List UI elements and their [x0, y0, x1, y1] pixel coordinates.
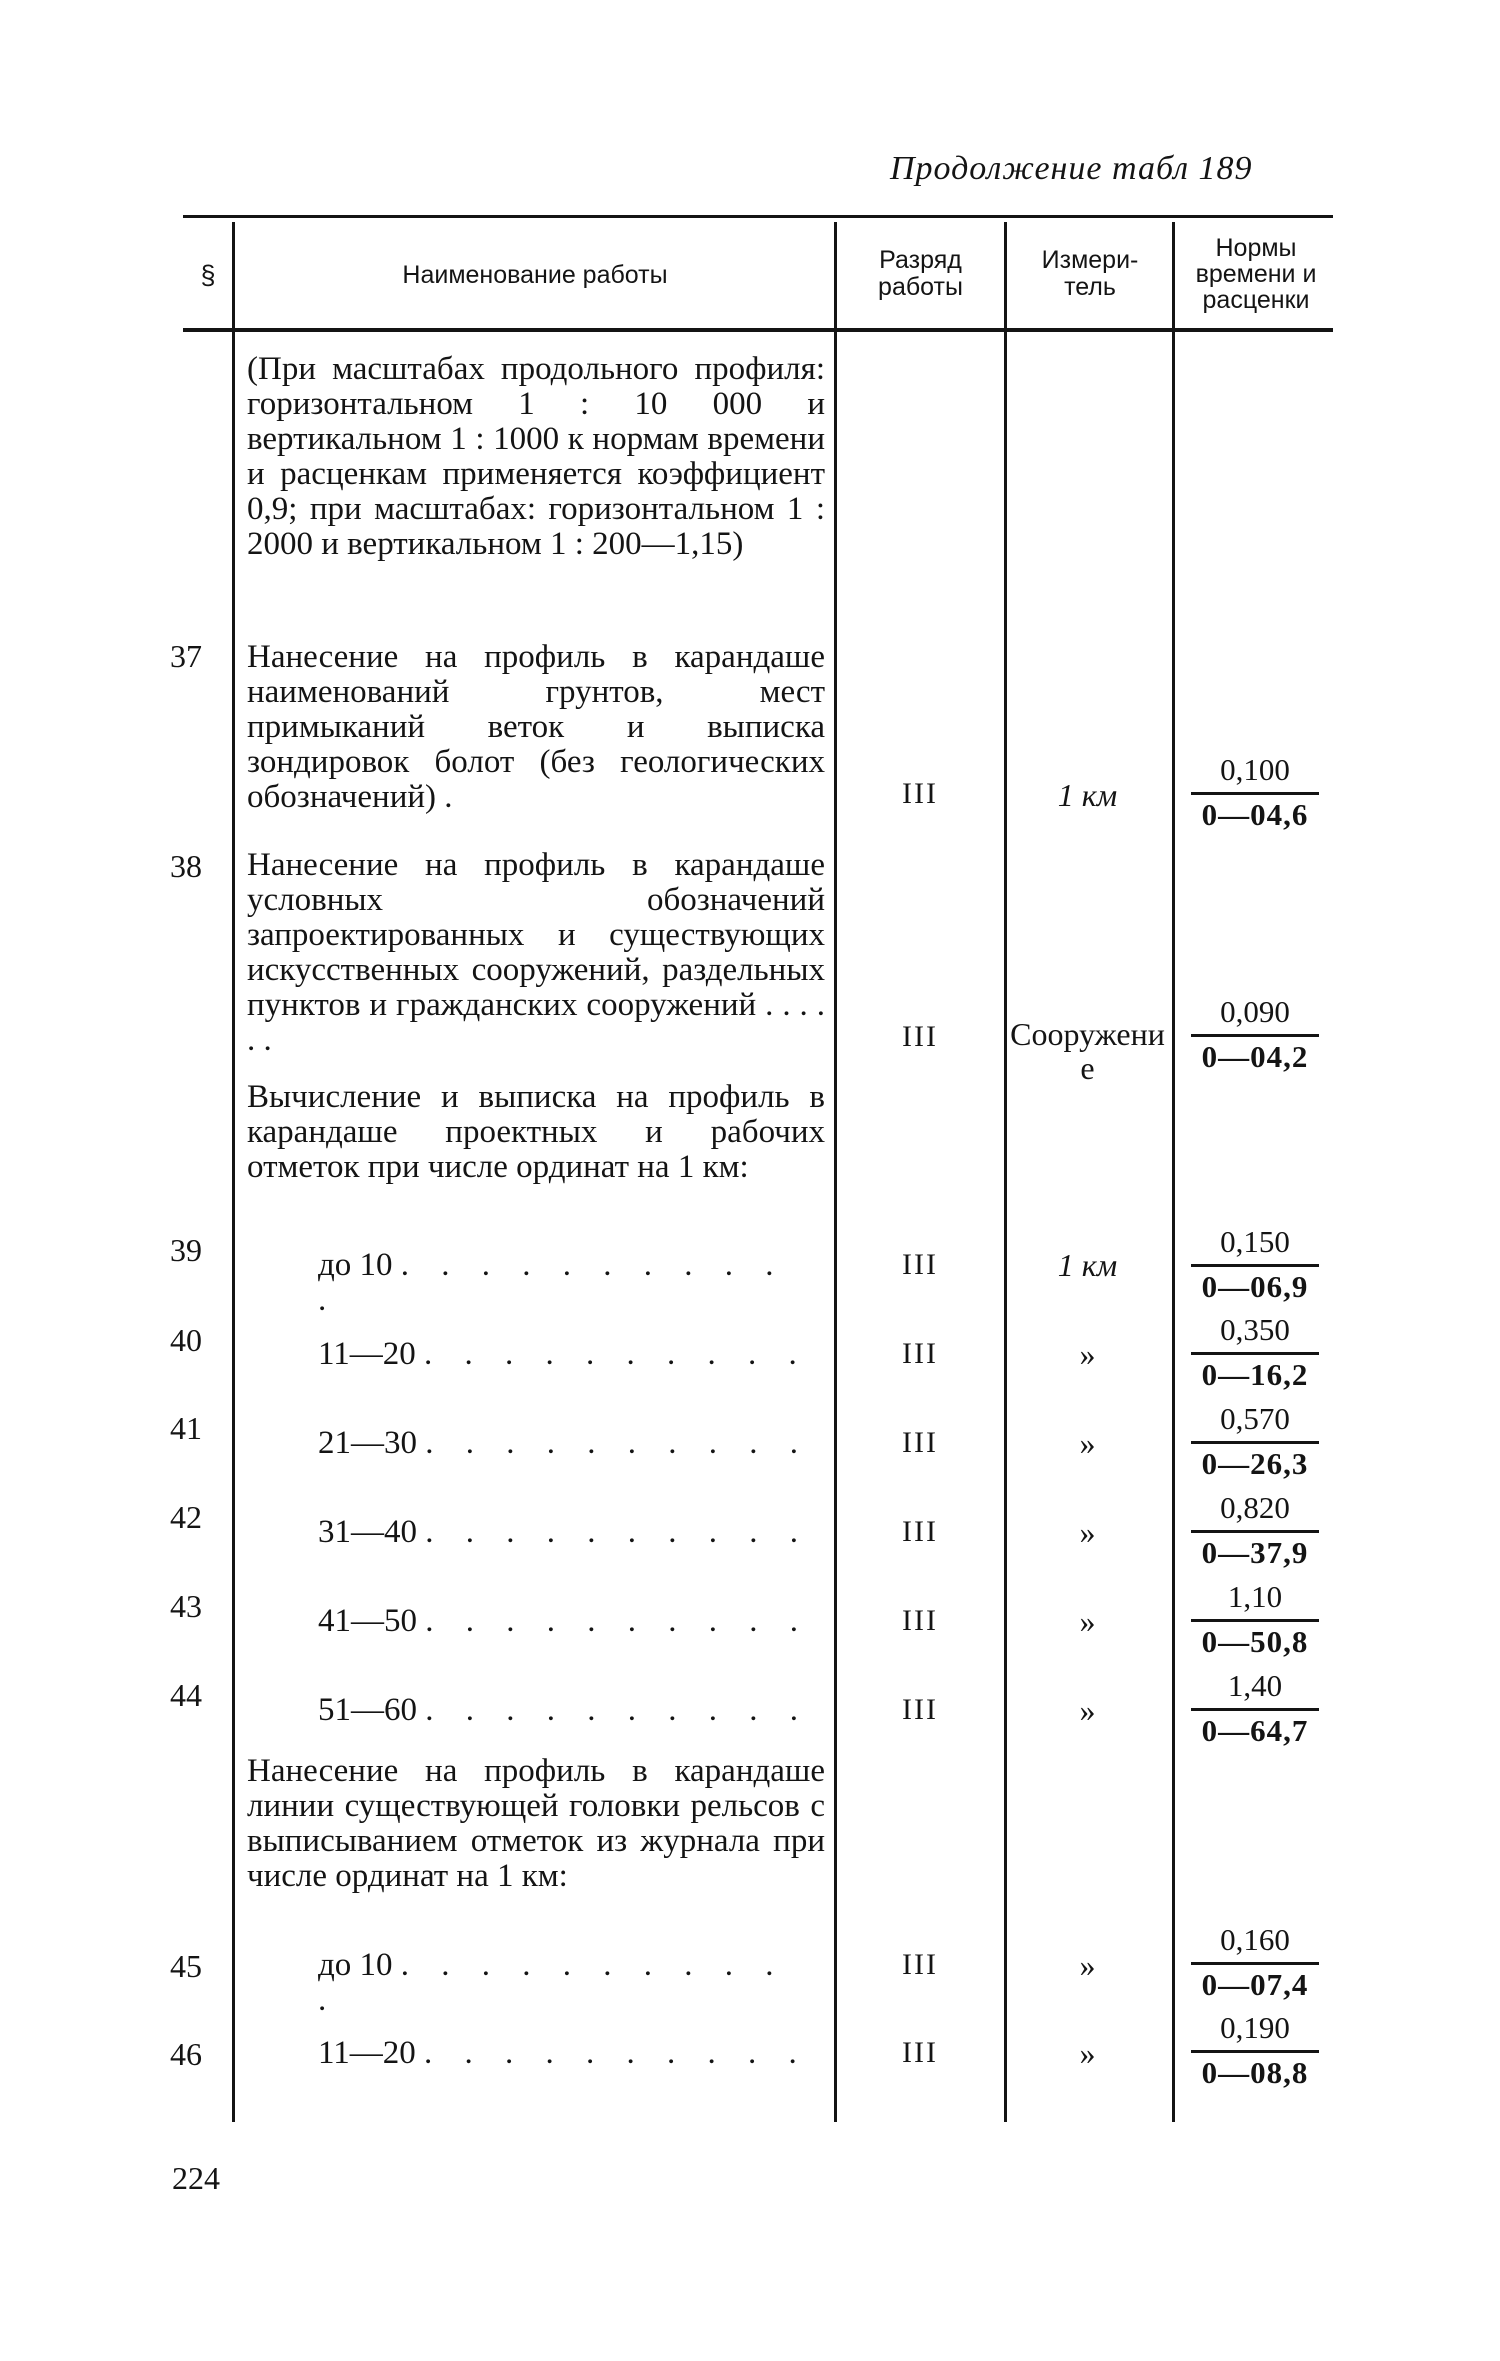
row-40-grade: III — [902, 1337, 938, 1370]
column-header-norms-line3: расценки — [1202, 286, 1310, 314]
row-43-unit: » — [1079, 1603, 1096, 1639]
column-header-norms-line1: Нормы — [1215, 234, 1297, 262]
row-37-norm-rate: 0—04,6 — [1201, 797, 1309, 832]
row-42-norm-rate: 0—37,9 — [1201, 1535, 1309, 1570]
row-37-grade: III — [902, 777, 938, 810]
row-41-grade: III — [902, 1426, 938, 1459]
row-43-range: 41—50 — [318, 1603, 417, 1639]
row-44-norm-time: 1,40 — [1227, 1668, 1283, 1703]
row-44-grade: III — [902, 1693, 938, 1726]
row-40-number: 40 — [170, 1322, 202, 1358]
row-45-label — [318, 1948, 825, 2018]
row-45-norm-time: 0,160 — [1220, 1922, 1290, 1957]
table-divider-name — [834, 222, 837, 2122]
row-40-norm-time: 0,350 — [1220, 1312, 1290, 1347]
row-37-norm-time: 0,100 — [1220, 752, 1290, 787]
row-37-unit: 1 км — [1057, 777, 1118, 813]
row-39-number: 39 — [170, 1232, 202, 1268]
row-41-norm-rate: 0—26,3 — [1201, 1446, 1309, 1481]
row-42-grade: III — [902, 1515, 938, 1548]
row-45-number: 45 — [170, 1948, 202, 1984]
row-46-norm-time: 0,190 — [1220, 2010, 1290, 2045]
row-43-norm-time: 1,10 — [1227, 1579, 1283, 1614]
row-39-norm-time: 0,150 — [1220, 1224, 1290, 1259]
column-header-unit-line1: Измери- — [1041, 246, 1139, 274]
table-divider-grade — [1004, 222, 1007, 2122]
leader-dots: . . . . . . . . . . — [425, 1692, 810, 1728]
row-46-range: 11—20 — [318, 2035, 416, 2071]
row-43-norm — [1185, 1579, 1325, 1660]
row-41-range: 21—30 — [318, 1425, 417, 1461]
row-44-norm-rate: 0—64,7 — [1201, 1713, 1309, 1748]
leader-dots: . . . . . . . . . . — [424, 1336, 809, 1372]
row-38-norm — [1185, 994, 1325, 1075]
row-44-norm — [1185, 1668, 1325, 1749]
row-42-norm-time: 0,820 — [1220, 1490, 1290, 1525]
leader-dots: . . . . . . . . . . . — [318, 1247, 786, 1318]
row-44-range: 51—60 — [318, 1692, 417, 1728]
row-43-norm-rate: 0—50,8 — [1201, 1624, 1309, 1659]
row-46-norm-rate: 0—08,8 — [1201, 2055, 1309, 2090]
row-46-unit: » — [1079, 2035, 1096, 2071]
row-37-number: 37 — [170, 638, 202, 674]
leader-dots: . . . . . . . . . . — [424, 2035, 809, 2071]
row-45-norm-rate: 0—07,4 — [1201, 1967, 1309, 2002]
table-divider-unit — [1172, 222, 1175, 2122]
column-header-grade-line2: работы — [878, 273, 963, 301]
row-42-label — [318, 1515, 825, 1550]
row-42-range: 31—40 — [318, 1514, 417, 1550]
row-41-norm — [1185, 1401, 1325, 1482]
row-42-norm — [1185, 1490, 1325, 1571]
table-top-rule — [183, 215, 1333, 218]
row-43-number: 43 — [170, 1588, 202, 1624]
row-42-unit: » — [1079, 1514, 1096, 1550]
page-number: 224 — [172, 2160, 220, 2196]
table-continuation-title: Продолжение табл 189 — [890, 150, 1253, 187]
row-46-grade: III — [902, 2036, 938, 2069]
row-45-unit: » — [1079, 1947, 1096, 1983]
row-45-norm — [1185, 1922, 1325, 2003]
row-46-label — [318, 2036, 825, 2071]
row-38-norm-time: 0,090 — [1220, 994, 1290, 1029]
row-45-grade: III — [902, 1948, 938, 1981]
column-header-name: Наименование работы — [402, 261, 668, 289]
row-39-label — [318, 1248, 825, 1318]
row-41-number: 41 — [170, 1410, 202, 1446]
table-header-rule — [183, 328, 1333, 332]
row-40-range: 11—20 — [318, 1336, 416, 1372]
row-38-description: Нанесение на профиль в карандаше условных обозначений запроектированных и существующих искусственных сооружений, раздельных пунктов и гражданских сооружений . . . . . . — [247, 847, 825, 1058]
leader-dots: . . . . . . . . . . — [425, 1425, 810, 1461]
row-39-unit: 1 км — [1057, 1247, 1118, 1283]
row-44-unit: » — [1079, 1692, 1096, 1728]
row-41-norm-time: 0,570 — [1220, 1401, 1290, 1436]
scale-note: (При масштабах продольного профиля: горизонтальном 1 : 10 000 и вертикальном 1 : 1000 к нормам времени и расценкам применяется коэффициент 0,9; при масштабах: горизонтальном 1 : 2000 и вертикальном 1 : 200—1,15) — [247, 351, 825, 562]
row-40-norm-rate: 0—16,2 — [1201, 1357, 1309, 1392]
table-divider-section — [232, 222, 235, 2122]
row-44-number: 44 — [170, 1677, 202, 1713]
row-46-norm — [1185, 2010, 1325, 2091]
group-ordinates-heading: Вычисление и выписка на профиль в карандаше проектных и рабочих отметок при числе ординат на 1 км: — [247, 1079, 825, 1185]
row-39-range: до 10 — [318, 1247, 393, 1283]
row-42-number: 42 — [170, 1499, 202, 1535]
row-40-unit: » — [1079, 1336, 1096, 1372]
column-header-grade-line1: Разряд — [879, 246, 962, 274]
column-header-norms — [1176, 235, 1336, 313]
column-header-section: § — [200, 260, 216, 290]
row-37-norm — [1185, 752, 1325, 833]
row-41-unit: » — [1079, 1425, 1096, 1461]
row-41-label — [318, 1426, 825, 1461]
row-43-grade: III — [902, 1604, 938, 1637]
row-40-norm — [1185, 1312, 1325, 1393]
row-43-label — [318, 1604, 825, 1639]
row-40-label — [318, 1337, 825, 1372]
row-44-label — [318, 1693, 825, 1728]
column-header-norms-line2: времени и — [1195, 260, 1317, 288]
leader-dots: . . . . . . . . . . . — [318, 1947, 786, 2018]
row-37-description: Нанесение на профиль в карандаше наименований грунтов, мест примыканий веток и выписка зондировок болот (без геологических обозначений) . — [247, 639, 825, 815]
row-38-norm-rate: 0—04,2 — [1201, 1039, 1309, 1074]
column-header-unit-line2: тель — [1064, 273, 1116, 301]
row-45-range: до 10 — [318, 1947, 393, 1983]
row-38-number: 38 — [170, 848, 202, 884]
column-header-unit — [1008, 247, 1172, 301]
group-rail-heading: Нанесение на профиль в карандаше линии существующей головки рельсов с выписыванием отметок из журнала при числе ординат на 1 км: — [247, 1753, 825, 1894]
row-38-grade: III — [902, 1020, 938, 1053]
row-39-norm — [1185, 1224, 1325, 1305]
row-46-number: 46 — [170, 2036, 202, 2072]
leader-dots: . . . . . . . . . . — [425, 1603, 810, 1639]
leader-dots: . . . . . . . . . . — [425, 1514, 810, 1550]
row-39-norm-rate: 0—06,9 — [1201, 1269, 1309, 1304]
column-header-grade — [838, 247, 1003, 301]
row-39-grade: III — [902, 1248, 938, 1281]
row-38-unit: Сооружение — [1010, 1016, 1165, 1086]
